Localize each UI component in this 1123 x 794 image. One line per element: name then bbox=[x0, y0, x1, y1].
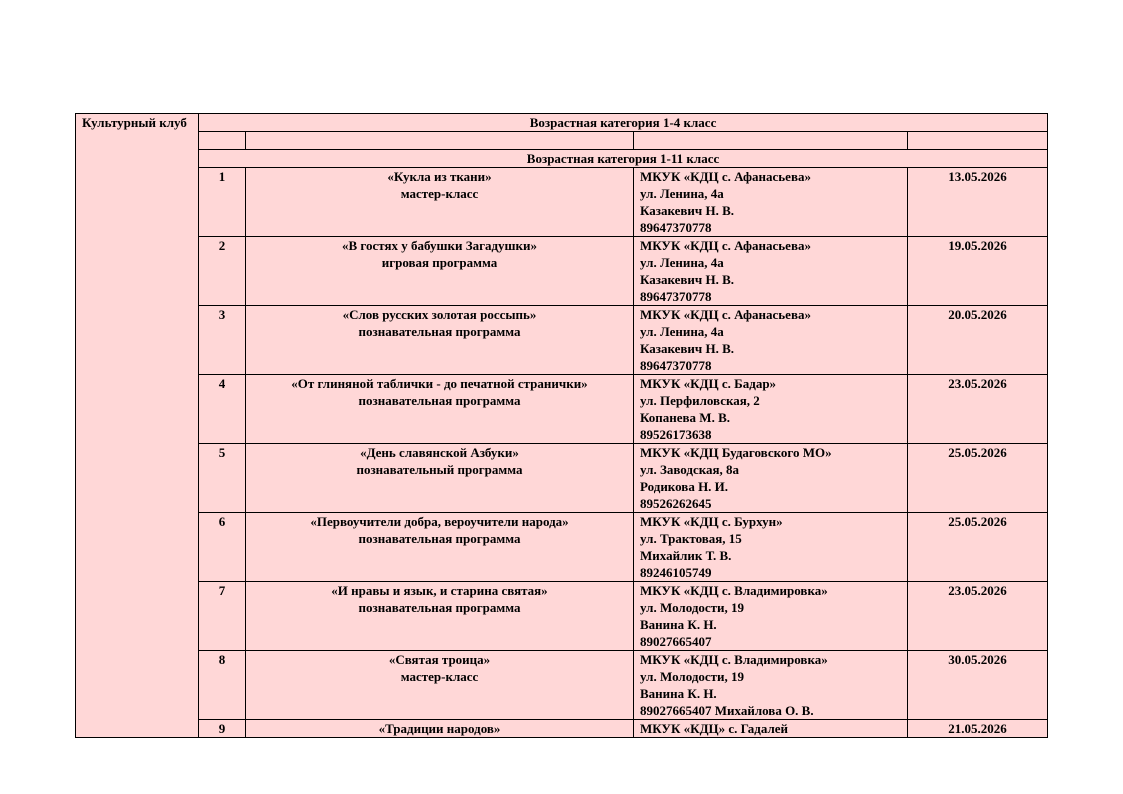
venue-org: МКУК «КДЦ с. Бурхун» bbox=[640, 514, 783, 529]
event-cell bbox=[246, 444, 634, 513]
row-number: 9 bbox=[199, 720, 246, 738]
venue-cell bbox=[634, 513, 908, 582]
event-cell bbox=[246, 582, 634, 651]
event-cell bbox=[246, 720, 634, 738]
venue-cell bbox=[634, 237, 908, 306]
table-row bbox=[76, 444, 1048, 513]
table-row bbox=[76, 375, 1048, 444]
venue-phone: 89647370778 bbox=[640, 220, 712, 235]
table-row bbox=[76, 168, 1048, 237]
table-row bbox=[76, 720, 1048, 738]
venue-contact: Михайлик Т. В. bbox=[640, 548, 732, 563]
empty-cell bbox=[199, 132, 246, 150]
venue-cell bbox=[634, 375, 908, 444]
table-row bbox=[76, 651, 1048, 720]
event-title: «Святая троица» bbox=[388, 652, 491, 667]
event-cell bbox=[246, 513, 634, 582]
venue-cell bbox=[634, 651, 908, 720]
event-date: 23.05.2026 bbox=[908, 582, 1048, 651]
empty-row bbox=[76, 132, 1048, 150]
table-row bbox=[76, 582, 1048, 651]
event-type: познавательная программа bbox=[358, 324, 521, 339]
event-type: мастер-класс bbox=[400, 186, 479, 201]
venue-org: МКУК «КДЦ с. Афанасьева» bbox=[640, 169, 811, 184]
empty-cell bbox=[908, 132, 1048, 150]
venue-org: МКУК «КДЦ с. Бадар» bbox=[640, 376, 777, 391]
event-title: «Слов русских золотая россыпь» bbox=[342, 307, 537, 322]
venue-contact: Казакевич Н. В. bbox=[640, 203, 735, 218]
venue-cell bbox=[634, 720, 908, 738]
venue-address: ул. Молодости, 19 bbox=[640, 669, 745, 684]
event-type: мастер-класс bbox=[400, 669, 479, 684]
venue-org: МКУК «КДЦ Будаговского МО» bbox=[640, 445, 832, 460]
venue-phone: 89647370778 bbox=[640, 289, 712, 304]
club-label: Культурный клуб bbox=[76, 114, 199, 738]
event-cell bbox=[246, 651, 634, 720]
venue-contact: Ванина К. Н. bbox=[640, 617, 717, 632]
venue-phone: 89526262645 bbox=[640, 496, 712, 511]
venue-phone: 89526173638 bbox=[640, 427, 712, 442]
event-title: «В гостях у бабушки Загадушки» bbox=[341, 238, 538, 253]
event-date: 19.05.2026 bbox=[908, 237, 1048, 306]
event-title: «И нравы и язык, и старина святая» bbox=[331, 583, 548, 598]
venue-cell bbox=[634, 582, 908, 651]
venue-org: МКУК «КДЦ с. Владимировка» bbox=[640, 652, 828, 667]
event-date: 21.05.2026 bbox=[908, 720, 1048, 738]
event-type: игровая программа bbox=[381, 255, 498, 270]
row-number: 4 bbox=[199, 375, 246, 444]
empty-cell bbox=[246, 132, 634, 150]
venue-phone: 89246105749 bbox=[640, 565, 712, 580]
event-date: 23.05.2026 bbox=[908, 375, 1048, 444]
venue-cell bbox=[634, 444, 908, 513]
venue-address: ул. Трактовая, 15 bbox=[640, 531, 742, 546]
row-number: 7 bbox=[199, 582, 246, 651]
event-type: познавательная программа bbox=[358, 600, 521, 615]
row-number: 3 bbox=[199, 306, 246, 375]
table-row bbox=[76, 237, 1048, 306]
venue-cell bbox=[634, 306, 908, 375]
event-date: 13.05.2026 bbox=[908, 168, 1048, 237]
table-row bbox=[76, 513, 1048, 582]
row-number: 1 bbox=[199, 168, 246, 237]
venue-phone: 89027665407 Михайлова О. В. bbox=[640, 703, 814, 718]
venue-address: ул. Молодости, 19 bbox=[640, 600, 745, 615]
venue-org: МКУК «КДЦ с. Владимировка» bbox=[640, 583, 828, 598]
venue-phone: 89647370778 bbox=[640, 358, 712, 373]
event-cell bbox=[246, 237, 634, 306]
venue-address: ул. Заводская, 8а bbox=[640, 462, 740, 477]
category-row-1-4 bbox=[76, 114, 1048, 132]
event-title: «Первоучители добра, вероучители народа» bbox=[310, 514, 569, 529]
row-number: 6 bbox=[199, 513, 246, 582]
category-row-1-11 bbox=[76, 150, 1048, 168]
event-type: познавательный программа bbox=[356, 462, 523, 477]
age-category-1-4: Возрастная категория 1-4 класс bbox=[199, 114, 1048, 132]
venue-address: ул. Ленина, 4а bbox=[640, 255, 724, 270]
venue-address: ул. Ленина, 4а bbox=[640, 324, 724, 339]
age-category-1-11: Возрастная категория 1-11 класс bbox=[199, 150, 1048, 168]
row-number: 8 bbox=[199, 651, 246, 720]
event-date: 25.05.2026 bbox=[908, 513, 1048, 582]
venue-contact: Ванина К. Н. bbox=[640, 686, 717, 701]
schedule-table bbox=[75, 113, 1048, 738]
venue-contact: Казакевич Н. В. bbox=[640, 341, 735, 356]
row-number: 5 bbox=[199, 444, 246, 513]
event-cell bbox=[246, 375, 634, 444]
venue-contact: Родикова Н. И. bbox=[640, 479, 729, 494]
table-row bbox=[76, 306, 1048, 375]
venue-org: МКУК «КДЦ с. Афанасьева» bbox=[640, 307, 811, 322]
venue-contact: Казакевич Н. В. bbox=[640, 272, 735, 287]
event-title: «От глиняной таблички - до печатной странички» bbox=[291, 376, 588, 391]
event-cell bbox=[246, 306, 634, 375]
event-title: «Традиции народов» bbox=[378, 721, 501, 736]
event-date: 20.05.2026 bbox=[908, 306, 1048, 375]
event-cell bbox=[246, 168, 634, 237]
event-title: «День славянской Азбуки» bbox=[360, 445, 519, 460]
venue-org: МКУК «КДЦ с. Афанасьева» bbox=[640, 238, 811, 253]
event-type: познавательная программа bbox=[358, 531, 521, 546]
venue-address: ул. Ленина, 4а bbox=[640, 186, 724, 201]
venue-org: МКУК «КДЦ» с. Гадалей bbox=[640, 721, 789, 736]
event-type: познавательная программа bbox=[358, 393, 521, 408]
event-date: 30.05.2026 bbox=[908, 651, 1048, 720]
venue-cell bbox=[634, 168, 908, 237]
venue-contact: Копанева М. В. bbox=[640, 410, 730, 425]
event-date: 25.05.2026 bbox=[908, 444, 1048, 513]
row-number: 2 bbox=[199, 237, 246, 306]
event-title: «Кукла из ткани» bbox=[387, 169, 492, 184]
venue-phone: 89027665407 bbox=[640, 634, 712, 649]
empty-cell bbox=[634, 132, 908, 150]
venue-address: ул. Перфиловская, 2 bbox=[640, 393, 760, 408]
